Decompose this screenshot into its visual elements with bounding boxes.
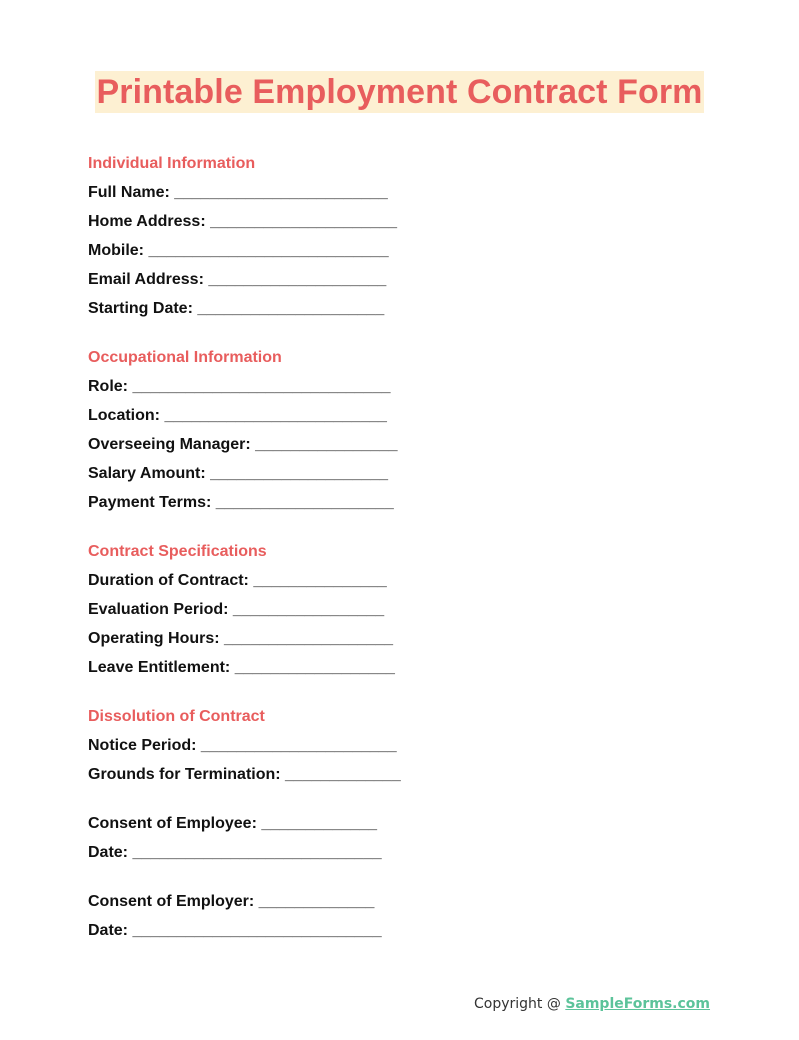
field-duration-of-contract[interactable]: Duration of Contract: _______________ [88, 572, 387, 589]
field-home-address[interactable]: Home Address: _____________________ [88, 213, 397, 230]
field-employer-date[interactable]: Date: ____________________________ [88, 922, 382, 939]
section-occupational-information [88, 346, 728, 515]
field-consent-of-employee[interactable]: Consent of Employee: _____________ [88, 815, 378, 832]
field-employee-date[interactable]: Date: ____________________________ [88, 844, 382, 861]
spacer [88, 520, 728, 540]
field-overseeing-manager[interactable]: Overseeing Manager: ________________ [88, 436, 398, 453]
footer-copyright [474, 996, 710, 1012]
section-dissolution-of-contract [88, 705, 728, 787]
field-salary-amount[interactable]: Salary Amount: ____________________ [88, 465, 389, 482]
section-heading: Occupational Information [88, 349, 282, 366]
spacer [88, 685, 728, 705]
employer-signature-block [88, 890, 728, 943]
field-evaluation-period[interactable]: Evaluation Period: _________________ [88, 601, 385, 618]
section-heading: Contract Specifications [88, 543, 267, 560]
field-mobile[interactable]: Mobile: ___________________________ [88, 242, 389, 259]
field-consent-of-employer[interactable]: Consent of Employer: _____________ [88, 893, 375, 910]
field-notice-period[interactable]: Notice Period: ______________________ [88, 737, 397, 754]
field-location[interactable]: Location: _________________________ [88, 407, 387, 424]
title-container [0, 71, 799, 113]
field-full-name[interactable]: Full Name: ________________________ [88, 184, 388, 201]
field-payment-terms[interactable]: Payment Terms: ____________________ [88, 494, 394, 511]
field-role[interactable]: Role: _____________________________ [88, 378, 391, 395]
section-individual-information [88, 152, 728, 321]
spacer [88, 326, 728, 346]
spacer [88, 792, 728, 812]
sampleforms-link[interactable]: SampleForms.com [565, 996, 711, 1012]
spacer [88, 870, 728, 890]
field-leave-entitlement[interactable]: Leave Entitlement: __________________ [88, 659, 395, 676]
copyright-text: Copyright @ [474, 996, 566, 1012]
form-body [88, 152, 728, 948]
field-operating-hours[interactable]: Operating Hours: ___________________ [88, 630, 394, 647]
field-starting-date[interactable]: Starting Date: _____________________ [88, 300, 385, 317]
section-heading: Individual Information [88, 155, 256, 172]
page-title: Printable Employment Contract Form [96, 73, 703, 111]
section-heading: Dissolution of Contract [88, 708, 265, 725]
employee-signature-block [88, 812, 728, 865]
field-email-address[interactable]: Email Address: ____________________ [88, 271, 387, 288]
section-contract-specifications [88, 540, 728, 680]
field-grounds-for-termination[interactable]: Grounds for Termination: _____________ [88, 766, 401, 783]
